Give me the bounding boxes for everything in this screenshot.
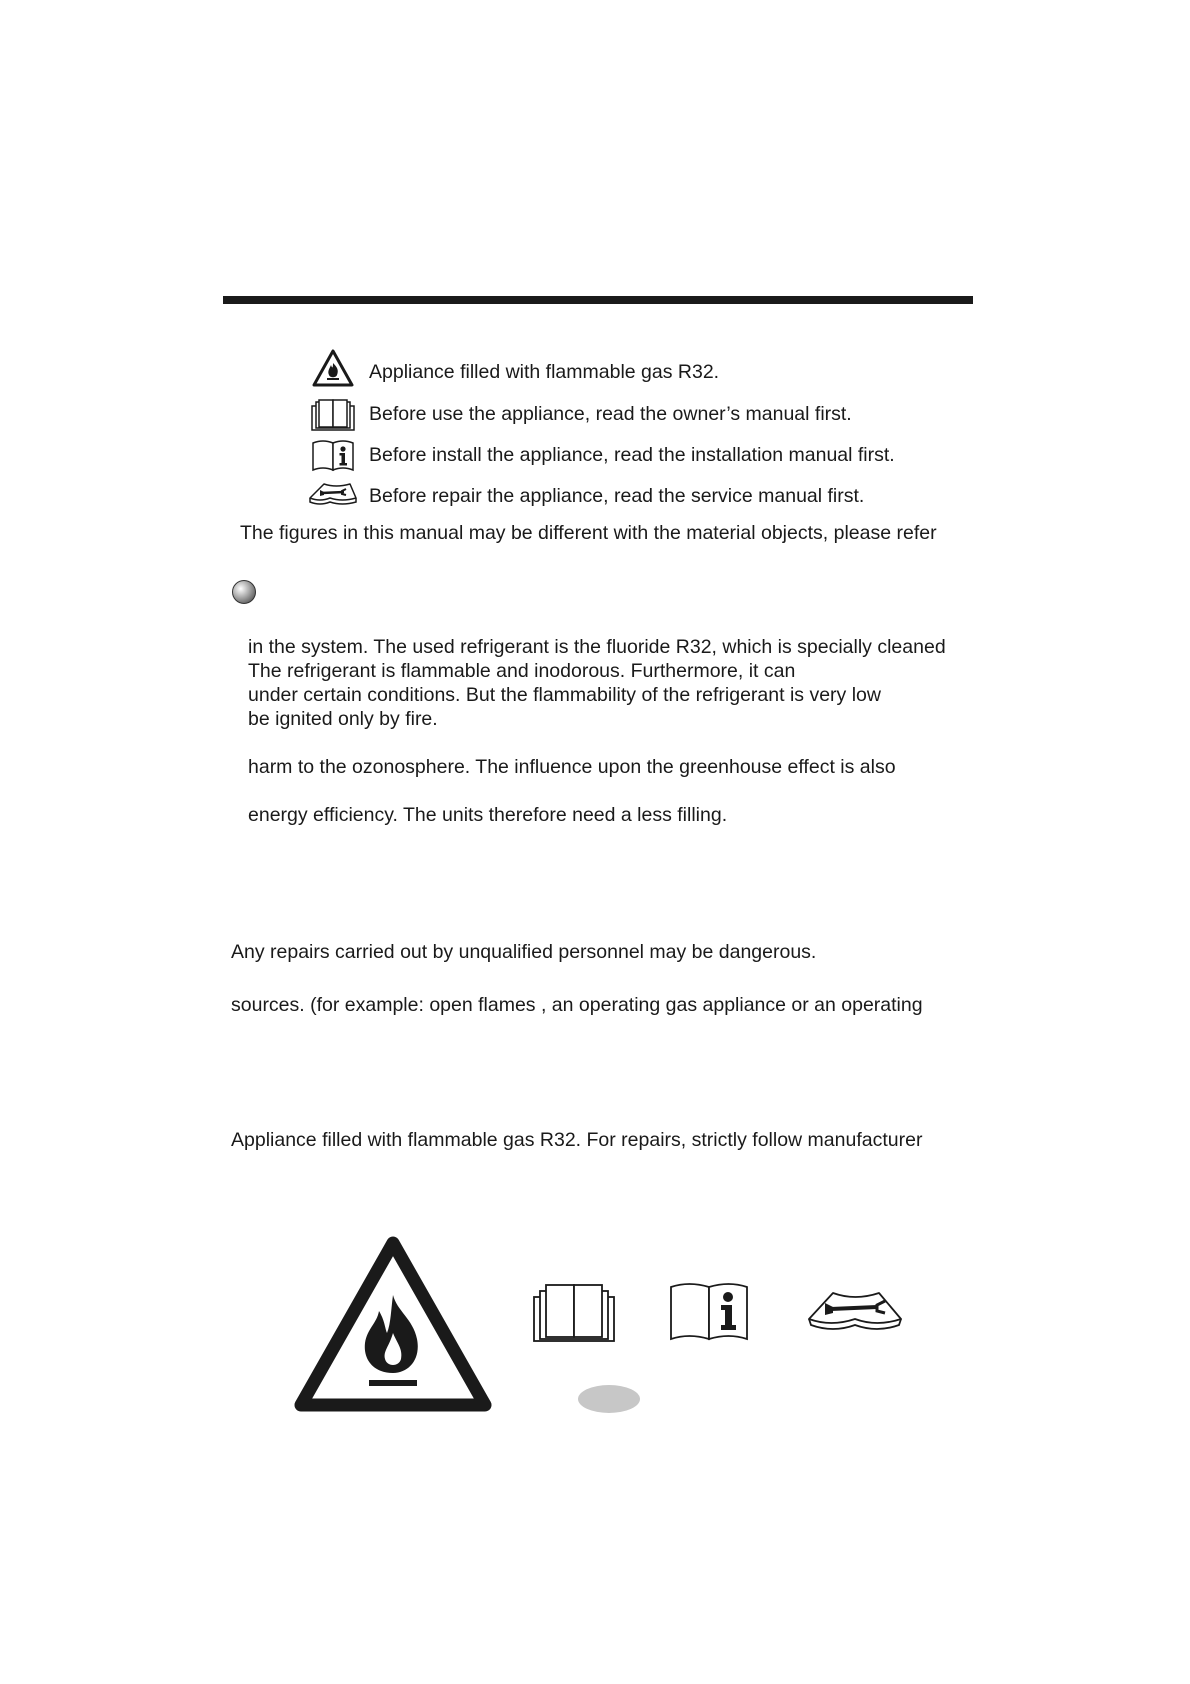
legend-owners-manual-text: Before use the appliance, read the owner’s manual first. bbox=[369, 403, 852, 425]
legend-installation-manual-text: Before install the appliance, read the installation manual first. bbox=[369, 444, 895, 466]
header-rule bbox=[223, 296, 973, 304]
warning-line: sources. (for example: open flames , an operating gas appliance or an operating bbox=[231, 994, 923, 1016]
gray-oval-mark bbox=[578, 1385, 640, 1413]
owners-manual-icon bbox=[309, 398, 357, 432]
flammable-warning-icon bbox=[311, 348, 355, 388]
warning-line: Appliance filled with flammable gas R32. For repairs, strictly follow manufacturer bbox=[231, 1129, 923, 1151]
section-bullet-icon bbox=[232, 580, 256, 604]
large-flammable-warning-icon bbox=[293, 1235, 493, 1413]
refrigerant-line: in the system. The used refrigerant is the fluoride R32, which is specially cleaned bbox=[248, 636, 946, 658]
large-service-manual-icon bbox=[805, 1287, 905, 1339]
legend-flammable-text: Appliance filled with flammable gas R32. bbox=[369, 361, 720, 383]
large-owners-manual-icon bbox=[532, 1283, 616, 1343]
refrigerant-line: energy efficiency. The units therefore need a less filling. bbox=[248, 804, 728, 826]
legend-service-manual-text: Before repair the appliance, read the service manual first. bbox=[369, 485, 865, 507]
warning-line: Any repairs carried out by unqualified personnel may be dangerous. bbox=[231, 941, 817, 963]
refrigerant-line: The refrigerant is flammable and inodorous. Furthermore, it can bbox=[248, 660, 796, 682]
figures-note: The figures in this manual may be different with the material objects, please refer bbox=[240, 522, 937, 544]
refrigerant-line: harm to the ozonosphere. The influence upon the greenhouse effect is also bbox=[248, 756, 896, 778]
refrigerant-line: under certain conditions. But the flammability of the refrigerant is very low bbox=[248, 684, 881, 706]
service-manual-icon bbox=[306, 480, 360, 508]
large-installation-manual-icon bbox=[669, 1279, 751, 1343]
refrigerant-line: be ignited only by fire. bbox=[248, 708, 438, 730]
installation-manual-icon bbox=[311, 438, 357, 472]
